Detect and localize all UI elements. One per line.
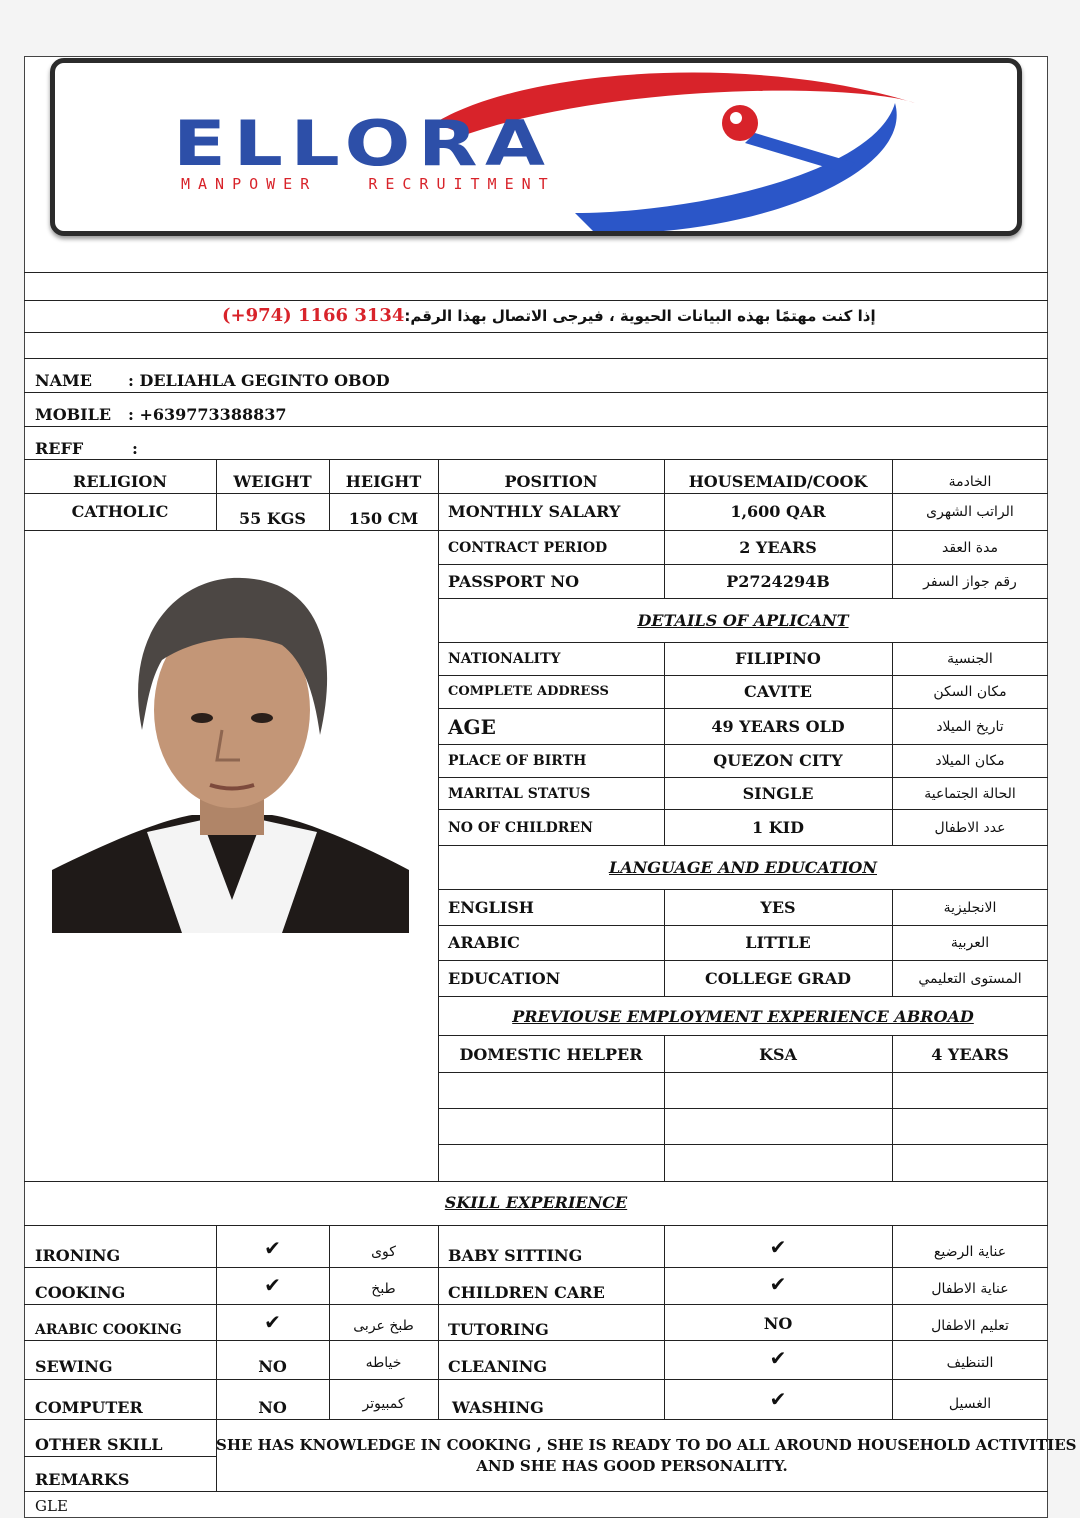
job-value: HOUSEMAID/COOK: [688, 472, 868, 491]
skill-right-value: NO: [763, 1314, 793, 1333]
skill-left-arabic: طبخ: [371, 1281, 396, 1297]
logo-banner: [50, 58, 1022, 236]
detail-arabic: الحالة الجتماعية: [924, 786, 1016, 802]
skill-right-value: ✔: [769, 1346, 787, 1370]
language-value: COLLEGE GRAD: [704, 969, 852, 988]
detail-label: AGE: [448, 715, 496, 739]
detail-label: NATIONALITY: [448, 651, 561, 667]
language-heading: LANGUAGE AND EDUCATION: [609, 858, 877, 877]
skill-right-value: ✔: [769, 1235, 787, 1259]
employment-country: KSA: [759, 1045, 797, 1064]
detail-label: COMPLETE ADDRESS: [448, 684, 609, 699]
detail-label: PLACE OF BIRTH: [448, 753, 587, 769]
detail-value: CAVITE: [744, 682, 812, 701]
skill-left-value: ✔: [264, 1273, 281, 1297]
language-label: EDUCATION: [448, 969, 561, 988]
detail-arabic: عدد الاطفال: [934, 820, 1006, 836]
detail-arabic: مكان الميلاد: [935, 753, 1005, 769]
language-arabic: المستوى التعليمي: [918, 971, 1022, 987]
skill-left-label: COOKING: [35, 1283, 126, 1302]
skill-left-arabic: كوى: [371, 1244, 396, 1260]
skill-right-label: BABY SITTING: [448, 1246, 583, 1265]
job-value: 1,600 QAR: [730, 502, 826, 521]
skill-right-label: CLEANING: [448, 1357, 547, 1376]
detail-value: SINGLE: [742, 784, 814, 803]
height-value: 150 CM: [348, 509, 419, 528]
skill-right-arabic: الغسيل: [948, 1396, 992, 1412]
skill-left-value: ✔: [264, 1236, 281, 1260]
language-label: ARABIC: [448, 933, 520, 952]
language-value: LITTLE: [745, 933, 811, 952]
skill-left-label: ARABIC COOKING: [35, 1322, 182, 1338]
skill-right-label: CHILDREN CARE: [448, 1283, 605, 1302]
skill-right-arabic: تعليم الاطفال: [931, 1318, 1009, 1334]
detail-label: MARITAL STATUS: [448, 786, 591, 802]
skill-left-arabic: خياطه: [365, 1355, 402, 1371]
contact-arabic: :إذا كنت مهتمًا بهذه البيانات الحيوية ، فيرجى الاتصال بهذا الرقم: [404, 307, 876, 325]
job-value: 2 YEARS: [739, 538, 817, 557]
reff-value: :: [132, 439, 138, 458]
religion-label: RELIGION: [73, 472, 167, 491]
remarks-label: REMARKS: [35, 1470, 130, 1489]
mobile-value: : +639773388837: [128, 405, 287, 424]
job-label: MONTHLY SALARY: [448, 502, 621, 521]
job-label: CONTRACT PERIOD: [448, 540, 608, 556]
detail-value: 49 YEARS OLD: [711, 717, 845, 736]
detail-value: 1 KID: [752, 818, 804, 837]
detail-label: NO OF CHILDREN: [448, 820, 593, 836]
remarks-line-2: AND SHE HAS GOOD PERSONALITY.: [476, 1457, 788, 1475]
remarks-line-1: SHE HAS KNOWLEDGE IN COOKING , SHE IS READY TO DO ALL AROUND HOUSEHOLD ACTIVITIES: [216, 1436, 1077, 1454]
skill-left-label: SEWING: [35, 1357, 113, 1376]
contact-line: [222, 306, 876, 326]
employment-heading: PREVIOUSE EMPLOYMENT EXPERIENCE ABROAD: [512, 1007, 974, 1026]
job-arabic: مدة العقد: [942, 540, 998, 556]
detail-value: QUEZON CITY: [713, 751, 843, 770]
detail-arabic: الجنسية: [947, 651, 993, 667]
name-value: : DELIAHLA GEGINTO OBOD: [128, 371, 390, 390]
skill-left-value: ✔: [264, 1310, 281, 1334]
details-heading: DETAILS OF APLICANT: [637, 611, 849, 630]
skill-right-value: ✔: [769, 1272, 787, 1296]
other-skill-label: OTHER SKILL: [35, 1435, 163, 1454]
job-arabic: الراتب الشهرى: [926, 504, 1014, 520]
skill-left-arabic: طبخ عربى: [353, 1318, 414, 1334]
detail-value: FILIPINO: [735, 649, 821, 668]
skill-left-value: NO: [258, 1398, 287, 1417]
employment-duration: 4 YEARS: [931, 1045, 1009, 1064]
skill-left-arabic: كمبيوتر: [362, 1396, 405, 1412]
skill-right-label: TUTORING: [448, 1320, 549, 1339]
skill-right-label: WASHING: [452, 1398, 544, 1417]
language-arabic: العربية: [950, 935, 990, 951]
skill-right-arabic: عناية الرضيع: [933, 1244, 1007, 1260]
language-value: YES: [760, 898, 796, 917]
skill-left-label: IRONING: [35, 1246, 121, 1265]
job-value: P2724294B: [726, 572, 830, 591]
weight-label: WEIGHT: [233, 472, 312, 491]
job-arabic: الخادمة: [948, 474, 992, 490]
weight-value: 55 KGS: [239, 509, 306, 528]
language-arabic: الانجليزية: [943, 900, 997, 916]
skill-right-arabic: التنظيف: [946, 1355, 994, 1371]
religion-value: CATHOLIC: [71, 502, 169, 521]
height-label: HEIGHT: [345, 472, 422, 491]
logo-text: ELLORA: [173, 107, 553, 180]
footer-code: GLE: [35, 1497, 68, 1515]
reff-label: REFF: [35, 439, 84, 458]
employment-position: DOMESTIC HELPER: [459, 1045, 643, 1064]
applicant-photo: [52, 570, 409, 933]
skill-right-value: ✔: [769, 1387, 787, 1411]
detail-arabic: تاريخ الميلاد: [936, 719, 1004, 735]
job-arabic: رقم جواز السفر: [923, 574, 1017, 590]
skill-right-arabic: عناية الاطفال: [931, 1281, 1009, 1297]
logo-subtitle: MANPOWER RECRUITMENT: [181, 175, 556, 193]
skills-heading: SKILL EXPERIENCE: [444, 1193, 628, 1212]
skill-left-value: NO: [258, 1357, 287, 1376]
language-label: ENGLISH: [448, 898, 534, 917]
skill-left-label: COMPUTER: [35, 1398, 143, 1417]
contact-phone: (+974) 1166 3134: [222, 305, 405, 326]
portrait-illustration: [52, 570, 409, 933]
detail-arabic: مكان السكن: [933, 684, 1007, 700]
name-label: NAME: [35, 371, 92, 390]
job-label: POSITION: [504, 472, 598, 491]
job-label: PASSPORT NO: [448, 572, 580, 591]
mobile-label: MOBILE: [35, 405, 112, 424]
